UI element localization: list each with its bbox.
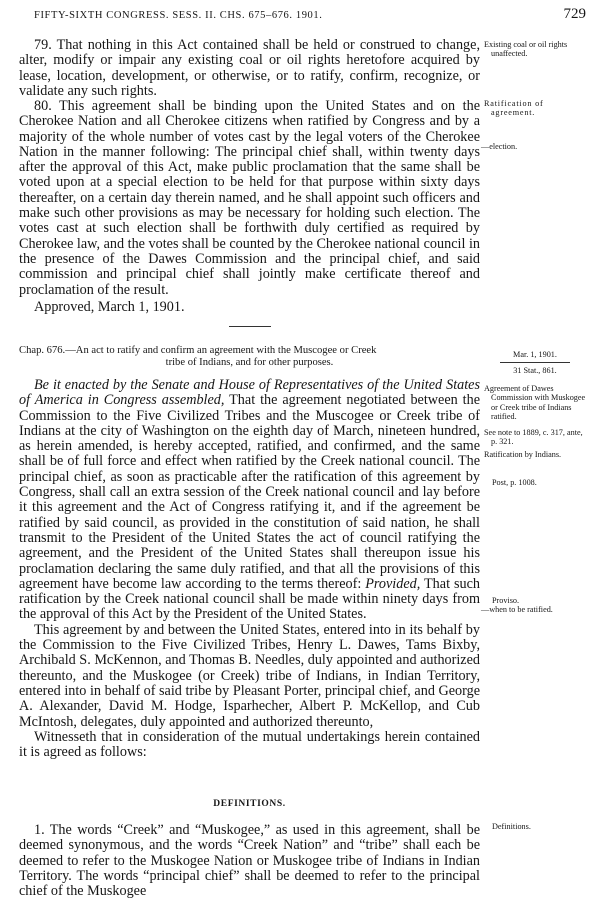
chapter-caption-line-1: Chap. 676.—An act to ratify and confirm an agreement with the Muscogee or Creek: [19, 345, 377, 356]
margin-note-ratification: Ratification of agreement.: [484, 99, 544, 118]
approval-line: [19, 300, 480, 315]
margin-note-dawes-agreement: Agreement of Dawes Commission with Muskogee or Creek tribe of Indians ratified.: [484, 384, 586, 421]
section-divider: [229, 326, 271, 327]
margin-note-election: —election.: [481, 142, 518, 151]
margin-note-when-ratified: —when to be ratified.: [481, 605, 553, 614]
margin-note-coal-rights: Existing coal or oil rights unaffected.: [484, 40, 568, 59]
definition-1-text: 1. The words “Creek” and “Muskogee,” as used in this agreement, shall be deemed synonymous, and the words “Creek Nation” and “tribe” shall each be deemed to refer to the Muskogee Nation or Muskogee tribe of Indians in Indian Territory. The words “principal chief” shall be deemed to refer to the principal chief of the Muskogee: [19, 822, 480, 900]
margin-note-date: Mar. 1, 1901.: [513, 350, 557, 359]
proviso-word: Provided,: [365, 575, 421, 592]
paragraph-1-part-a: That the agreement negotiated between the Commission to the Five Civilized Tribes and the Muscogee or Creek tribe of Indians at the city of Washington on the eighth day of March, nineteen hundred, as herein amended, is hereby accepted, ratified, and confirmed, and the same shall be of full force and effect when ratified by the Creek national council. The principal chief, as soon as practicable after the ratification of this agreement by Congress, shall call an extra session of the Creek national council and lay before it this agreement and the Act of Congress ratifying it, and if the agreement be ratified by said council, as provided in the constitution of said nation, he shall transmit to the President of the United States the act of council ratifying the agreement, and the President of the United States shall thereupon issue his proclamation declaring the same duly ratified, and that all the provisions of this agreement have become law according to the terms thereof:: [19, 392, 481, 592]
chapter-caption-line-2: tribe of Indians, and for other purposes.: [165, 357, 334, 368]
section-79: [19, 38, 480, 99]
running-header: [34, 6, 586, 26]
chapter-676-body: [19, 378, 480, 760]
definition-1: [19, 823, 480, 899]
section-79-text: 79. That nothing in this Act contained shall be held or construed to change, alter, modify or impair any existing coal or oil rights heretofore acquired by lease, location, development, or otherwise, or to ratify, confirm, recognize, or validate any such rights.: [19, 37, 480, 99]
margin-note-see-note: See note to 1889, c. 317, ante, p. 321.: [484, 428, 583, 447]
running-title: FIFTY-SIXTH CONGRESS. SESS. II. CHS. 675–676. 1901.: [34, 10, 323, 21]
approved-date: Approved, March 1, 1901.: [34, 299, 185, 315]
margin-divider: [500, 362, 570, 363]
enacting-clause: Be it enacted by the Senate and House of Representatives of the United States of America in Congress assembled,: [19, 377, 480, 409]
paragraph-1-part-b: That such ratification by the Creek national council shall be made within ninety days from the approval of this Act by the President of the United States.: [19, 575, 480, 623]
definitions-heading: DEFINITIONS.: [213, 799, 286, 809]
page-number: 729: [563, 6, 586, 22]
margin-note-ratification-by-indians: Ratification by Indians.: [484, 450, 562, 459]
margin-note-definitions: Definitions.: [492, 822, 531, 831]
margin-note-post: Post, p. 1008.: [492, 478, 537, 487]
witnesseth-paragraph: Witnesseth that in consideration of the mutual undertakings herein contained it is agreed as follows:: [19, 728, 480, 761]
enacting-paragraph: [19, 378, 480, 623]
section-80-text: 80. This agreement shall be binding upon the United States and on the Cherokee Nation and all Cherokee citizens when ratified by Congress and by a majority of the whole number of votes cast by the legal voters of the Cherokee Nation in the manner following: The principal chief shall, within twenty days after the approval of this Act, make public proclamation that the same shall be voted upon at a special election to be held for that purpose within sixty days thereafter, on a certain day therein named, and he shall appoint such officers and make such other provisions as may be necessary for holding such election. The votes cast at such election shall be forthwith duly certified as required by Cherokee law, and the votes shall be counted by the Cherokee national council in the presence of the Dawes Commission and the principal chief, and said commission and principal chief shall jointly make certificate thereof and proclamation of the result.: [19, 98, 480, 298]
agreement-parties-paragraph: This agreement by and between the United States, entered into in its behalf by the Commission to the Five Civilized Tribes, Henry L. Dawes, Tams Bixby, Archibald S. McKennon, and Thomas B. Needles, duly appointed and authorized thereunto, and the Muskogee (or Creek) tribe of Indians, in Indian Territory, entered into in behalf of said tribe by Pleasant Porter, principal chief, and George A. Alexander, David M. Hodge, Isparhecher, Albert P. McKellop, and Cub McIntosh, delegates, duly appointed and authorized thereunto,: [19, 621, 480, 730]
chapter-676-caption: [19, 345, 480, 369]
margin-note-statute: 31 Stat., 861.: [513, 366, 557, 375]
margin-note-proviso: Proviso.: [492, 596, 520, 605]
section-80: [19, 99, 480, 298]
